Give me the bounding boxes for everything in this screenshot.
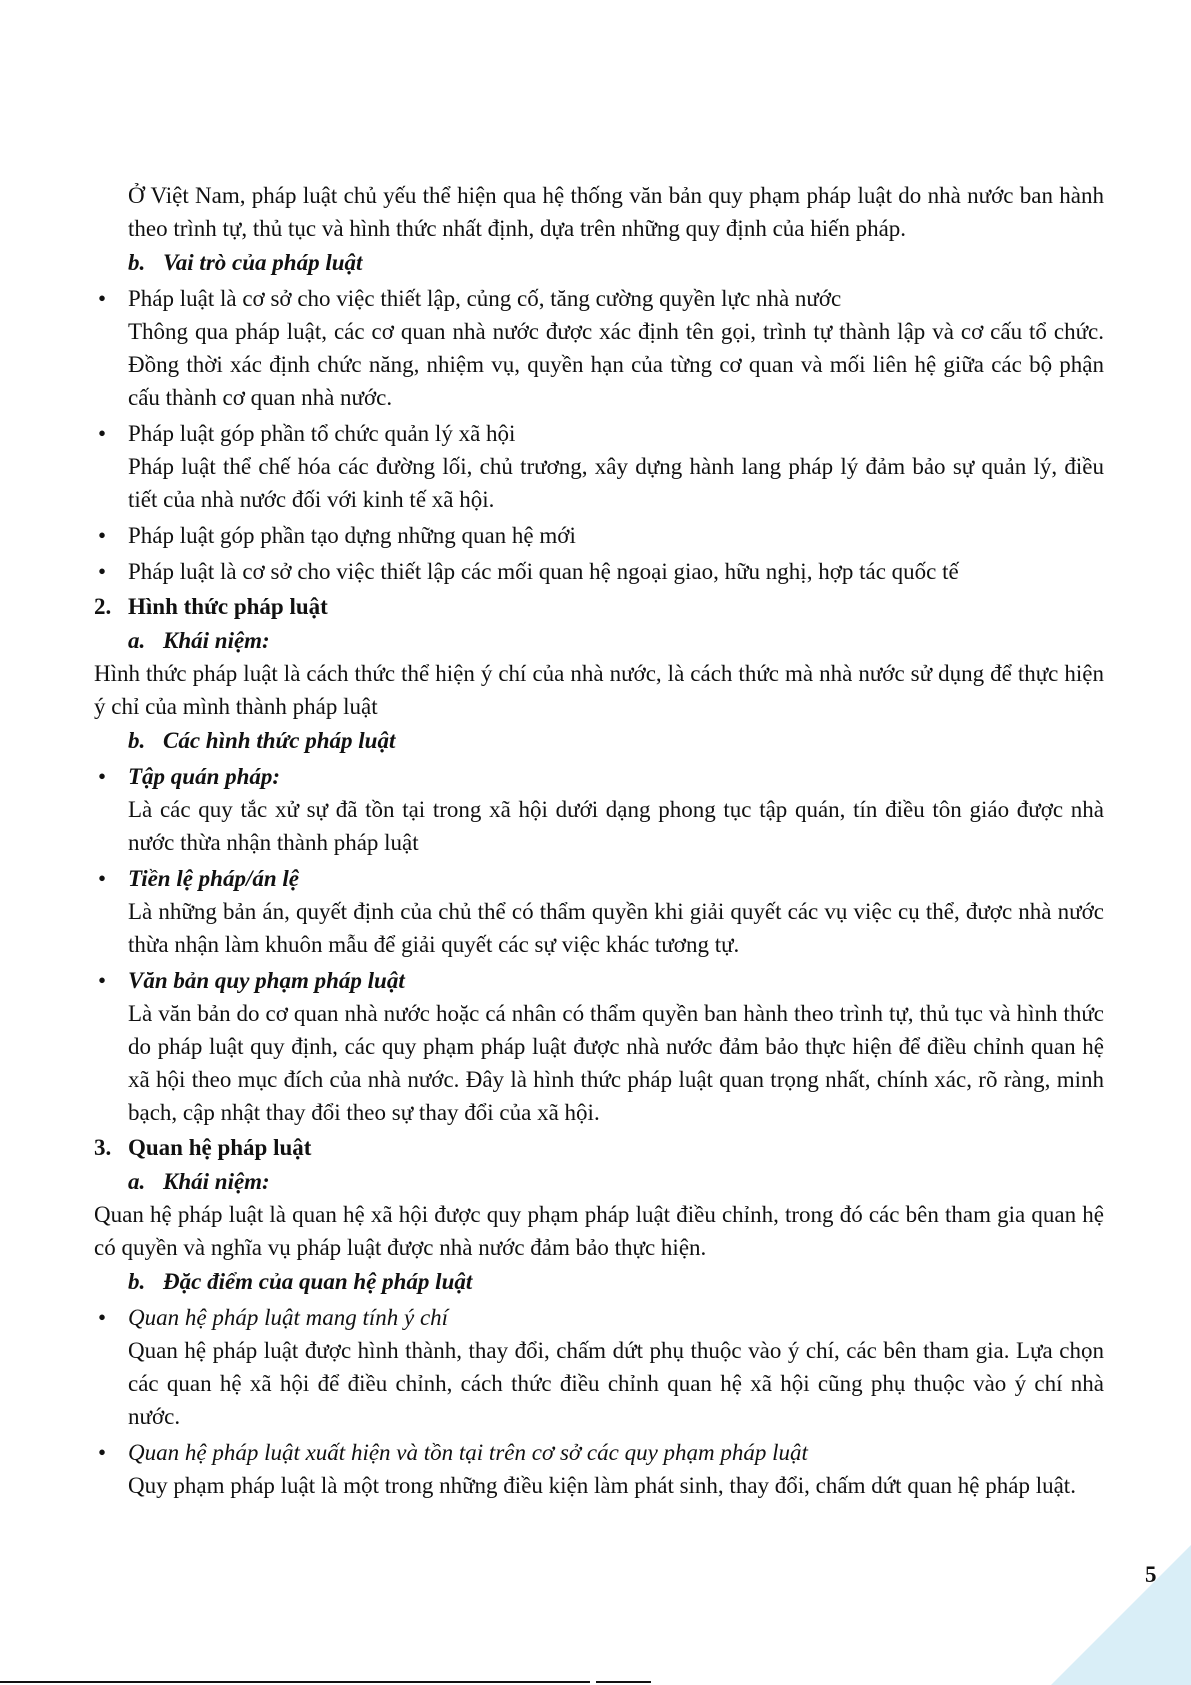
corner-decoration bbox=[1051, 1545, 1191, 1685]
bullet-icon: • bbox=[98, 286, 107, 311]
subheading-title: Khái niệm: bbox=[163, 1169, 270, 1194]
list-item-role-4 bbox=[94, 555, 1104, 588]
list-item-characteristic-1 bbox=[94, 1301, 1104, 1433]
list-item-role-3 bbox=[94, 519, 1104, 552]
list-item-text: Là văn bản do cơ quan nhà nước hoặc cá nhân có thẩm quyền ban hành theo trình tự, thủ tục và hình thức do pháp luật quy định, các quy phạm pháp luật được nhà nước đảm bảo thực hiện để điều chỉnh quan hệ xã hội theo mục đích của nhà nước. Đây là hình thức pháp luật quan trọng nhất, chính xác, rõ ràng, minh bạch, cập nhật thay đổi theo sự thay đổi của xã hội. bbox=[128, 1001, 1104, 1125]
list-item-text: Quan hệ pháp luật được hình thành, thay đổi, chấm dứt phụ thuộc vào ý chí, các bên tham gia. Lựa chọn các quan hệ xã hội để điều chỉnh, cách thức điều chỉnh quan hệ xã hội cũng phụ thuộc vào ý chí nhà nước. bbox=[128, 1338, 1104, 1429]
list-item-title: Tiền lệ pháp/án lệ bbox=[128, 866, 300, 891]
list-item-form-3 bbox=[94, 964, 1104, 1129]
bullet-icon: • bbox=[98, 1440, 107, 1465]
subheading-title: Các hình thức pháp luật bbox=[163, 728, 396, 753]
bullet-icon: • bbox=[98, 559, 107, 584]
list-item-title: Pháp luật là cơ sở cho việc thiết lập các mối quan hệ ngoại giao, hữu nghị, hợp tác quốc tế bbox=[128, 559, 959, 584]
list-item-characteristic-2 bbox=[94, 1436, 1104, 1502]
subheading-marker: a. bbox=[128, 628, 146, 653]
subheading-characteristics bbox=[94, 1265, 1104, 1298]
subheading-marker: b. bbox=[128, 1269, 146, 1294]
footer-rule-right bbox=[596, 1681, 651, 1683]
list-item-text: Thông qua pháp luật, các cơ quan nhà nước được xác định tên gọi, trình tự thành lập và cơ cấu tổ chức. Đồng thời xác định chức năng, nhiệm vụ, quyền hạn của từng cơ quan và mối liên hệ giữa các bộ phận cấu thành cơ quan nhà nước. bbox=[128, 319, 1104, 410]
subheading-role bbox=[94, 246, 1104, 279]
list-item-role-2 bbox=[94, 417, 1104, 516]
subheading-title: Vai trò của pháp luật bbox=[163, 250, 363, 275]
section-heading-3 bbox=[94, 1131, 1104, 1164]
subheading-title: Khái niệm: bbox=[163, 628, 270, 653]
list-item-text: Là các quy tắc xử sự đã tồn tại trong xã hội dưới dạng phong tục tập quán, tín điều tôn giáo được nhà nước thừa nhận thành pháp luật bbox=[128, 797, 1104, 855]
section-number: 2. bbox=[94, 594, 112, 619]
bullet-icon: • bbox=[98, 764, 107, 789]
footer-rule-left bbox=[0, 1681, 590, 1683]
list-item-text: Là những bản án, quyết định của chủ thể có thẩm quyền khi giải quyết các vụ việc cụ thể, được nhà nước thừa nhận làm khuôn mẫu để giải quyết các sự việc khác tương tự. bbox=[128, 899, 1104, 957]
list-item-title: Pháp luật góp phần tạo dựng những quan hệ mới bbox=[128, 523, 576, 548]
list-item-role-1 bbox=[94, 282, 1104, 414]
subheading-marker: a. bbox=[128, 1169, 146, 1194]
subheading-concept-3 bbox=[94, 1165, 1104, 1198]
subheading-forms bbox=[94, 724, 1104, 757]
page-number: 5 bbox=[1145, 1562, 1157, 1587]
list-item-text: Quy phạm pháp luật là một trong những điều kiện làm phát sinh, thay đổi, chấm dứt quan hệ pháp luật. bbox=[128, 1473, 1076, 1498]
section-heading-2 bbox=[94, 590, 1104, 623]
paragraph-concept-2: Hình thức pháp luật là cách thức thể hiện ý chí của nhà nước, là cách thức mà nhà nước sử dụng để thực hiện ý chỉ của mình thành pháp luật bbox=[94, 661, 1104, 719]
subheading-title: Đặc điểm của quan hệ pháp luật bbox=[163, 1269, 473, 1294]
list-item-title: Pháp luật là cơ sở cho việc thiết lập, củng cố, tăng cường quyền lực nhà nước bbox=[128, 286, 842, 311]
bullet-icon: • bbox=[98, 866, 107, 891]
list-item-title: Văn bản quy phạm pháp luật bbox=[128, 968, 405, 993]
list-item-title: Tập quán pháp: bbox=[128, 764, 281, 789]
section-number: 3. bbox=[94, 1135, 112, 1160]
corner-triangle bbox=[1051, 1545, 1191, 1685]
subheading-marker: b. bbox=[128, 250, 146, 275]
bullet-icon: • bbox=[98, 1305, 107, 1330]
subheading-concept-2 bbox=[94, 624, 1104, 657]
paragraph-concept-3: Quan hệ pháp luật là quan hệ xã hội được quy phạm pháp luật điều chỉnh, trong đó các bên tham gia quan hệ có quyền và nghĩa vụ pháp luật được nhà nước đảm bảo thực hiện. bbox=[94, 1202, 1104, 1260]
bullet-icon: • bbox=[98, 421, 107, 446]
paragraph-intro: Ở Việt Nam, pháp luật chủ yếu thể hiện qua hệ thống văn bản quy phạm pháp luật do nhà nước ban hành theo trình tự, thủ tục và hình thức nhất định, dựa trên những quy định của hiến pháp. bbox=[128, 183, 1104, 241]
list-item-form-2 bbox=[94, 862, 1104, 961]
list-item-title: Pháp luật góp phần tổ chức quản lý xã hội bbox=[128, 421, 516, 446]
section-title: Hình thức pháp luật bbox=[128, 594, 328, 619]
subheading-marker: b. bbox=[128, 728, 146, 753]
page-content bbox=[94, 179, 1104, 1502]
bullet-icon: • bbox=[98, 968, 107, 993]
list-item-text: Pháp luật thể chế hóa các đường lối, chủ trương, xây dựng hành lang pháp lý đảm bảo sự quản lý, điều tiết của nhà nước đối với kinh tế xã hội. bbox=[128, 454, 1104, 512]
list-item-title: Quan hệ pháp luật mang tính ý chí bbox=[128, 1305, 449, 1330]
section-title: Quan hệ pháp luật bbox=[128, 1135, 312, 1160]
list-item-title: Quan hệ pháp luật xuất hiện và tồn tại trên cơ sở các quy phạm pháp luật bbox=[128, 1440, 808, 1465]
bullet-icon: • bbox=[98, 523, 107, 548]
list-item-form-1 bbox=[94, 760, 1104, 859]
